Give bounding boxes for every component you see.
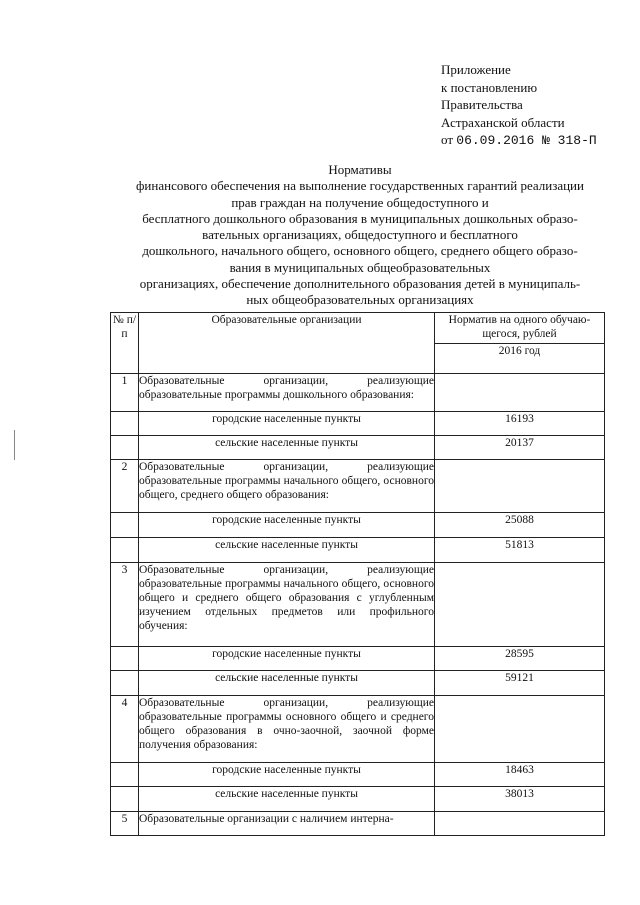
row-urban-value: 28595 bbox=[435, 647, 605, 671]
scan-margin-mark bbox=[14, 430, 15, 460]
header-year: 2016 год bbox=[435, 344, 605, 374]
row-empty bbox=[111, 513, 139, 538]
row-organization: Образовательные организации, реализующие образовательные программы начального общего, основного общего и среднего общего образования с углубленным изучением отдельных предметов или профильного обучения: bbox=[139, 563, 435, 647]
row-empty bbox=[435, 696, 605, 763]
table-row bbox=[111, 412, 605, 436]
table-row bbox=[111, 647, 605, 671]
row-organization: Образовательные организации с наличием интерна- bbox=[139, 812, 435, 836]
row-empty bbox=[111, 436, 139, 460]
row-num: 2 bbox=[111, 460, 139, 513]
header-organizations: Образовательные организации bbox=[139, 313, 435, 374]
table-row bbox=[111, 787, 605, 812]
row-empty bbox=[111, 647, 139, 671]
row-urban-label: городские населенные пункты bbox=[139, 412, 435, 436]
document-title bbox=[100, 162, 620, 309]
appendix-date-line bbox=[441, 131, 597, 150]
row-urban-value: 18463 bbox=[435, 763, 605, 787]
title-line: прав граждан на получение общедоступного и bbox=[231, 194, 489, 210]
appendix-line: Приложение bbox=[441, 62, 511, 77]
title-line: организациях, обеспечение дополнительного образования детей в муниципаль- bbox=[139, 276, 581, 292]
row-num: 5 bbox=[111, 812, 139, 836]
row-empty bbox=[111, 412, 139, 436]
row-urban-label: городские населенные пункты bbox=[139, 647, 435, 671]
title-line: ных общеобразовательных организациях bbox=[246, 292, 474, 308]
row-rural-value: 38013 bbox=[435, 787, 605, 812]
row-rural-label: сельские населенные пункты bbox=[139, 787, 435, 812]
appendix-line: Правительства bbox=[441, 97, 523, 112]
table-row bbox=[111, 696, 605, 763]
row-urban-value: 16193 bbox=[435, 412, 605, 436]
header-num: № п/п bbox=[111, 313, 139, 374]
table-header-row bbox=[111, 313, 605, 344]
row-empty bbox=[111, 763, 139, 787]
row-organization: Образовательные организации, реализующие образовательные программы начального общего, основного общего, среднего общего образования: bbox=[139, 460, 435, 513]
table-row bbox=[111, 436, 605, 460]
row-rural-value: 20137 bbox=[435, 436, 605, 460]
row-rural-label: сельские населенные пункты bbox=[139, 436, 435, 460]
row-empty bbox=[435, 460, 605, 513]
appendix-date-number: 06.09.2016 № 318-П bbox=[456, 133, 597, 148]
appendix-line: Астраханской области bbox=[441, 114, 565, 130]
title-line: финансового обеспечения на выполнение государственных гарантий реализации bbox=[136, 178, 584, 194]
row-num: 1 bbox=[111, 374, 139, 412]
table-row bbox=[111, 671, 605, 696]
row-empty bbox=[435, 563, 605, 647]
row-urban-label: городские населенные пункты bbox=[139, 763, 435, 787]
row-empty bbox=[111, 787, 139, 812]
row-rural-value: 51813 bbox=[435, 538, 605, 563]
row-organization: Образовательные организации, реализующие образовательные программы основного общего и среднего общего образования в очно-заочной, заочной форме получения образования: bbox=[139, 696, 435, 763]
table-row bbox=[111, 513, 605, 538]
header-norm: Норматив на одного обучаю-щегося, рублей bbox=[435, 313, 605, 344]
row-rural-label: сельские населенные пункты bbox=[139, 671, 435, 696]
row-num: 3 bbox=[111, 563, 139, 647]
title-line: бесплатного дошкольного образования в муниципальных дошкольных образо- bbox=[142, 210, 578, 226]
appendix-line: к постановлению bbox=[441, 79, 538, 95]
row-urban-value: 25088 bbox=[435, 513, 605, 538]
appendix-date-prefix: от bbox=[441, 132, 454, 147]
appendix-block bbox=[441, 61, 597, 150]
row-organization: Образовательные организации, реализующие образовательные программы дошкольного образования: bbox=[139, 374, 435, 412]
row-num: 4 bbox=[111, 696, 139, 763]
row-urban-label: городские населенные пункты bbox=[139, 513, 435, 538]
row-empty bbox=[111, 671, 139, 696]
row-rural-label: сельские населенные пункты bbox=[139, 538, 435, 563]
table-row bbox=[111, 374, 605, 412]
title-line: вания в муниципальных общеобразовательных bbox=[229, 259, 491, 275]
row-empty bbox=[435, 374, 605, 412]
row-empty bbox=[435, 812, 605, 836]
norms-table bbox=[110, 312, 605, 836]
title-line: вательных организациях, общедоступного и бесплатного bbox=[202, 227, 518, 243]
table-row bbox=[111, 538, 605, 563]
title-line: дошкольного, начального общего, основного общего, среднего общего образо- bbox=[142, 243, 578, 259]
table-row bbox=[111, 563, 605, 647]
table-row bbox=[111, 460, 605, 513]
table-row bbox=[111, 763, 605, 787]
row-empty bbox=[111, 538, 139, 563]
table-row bbox=[111, 812, 605, 836]
title-line: Нормативы bbox=[328, 162, 392, 177]
row-rural-value: 59121 bbox=[435, 671, 605, 696]
